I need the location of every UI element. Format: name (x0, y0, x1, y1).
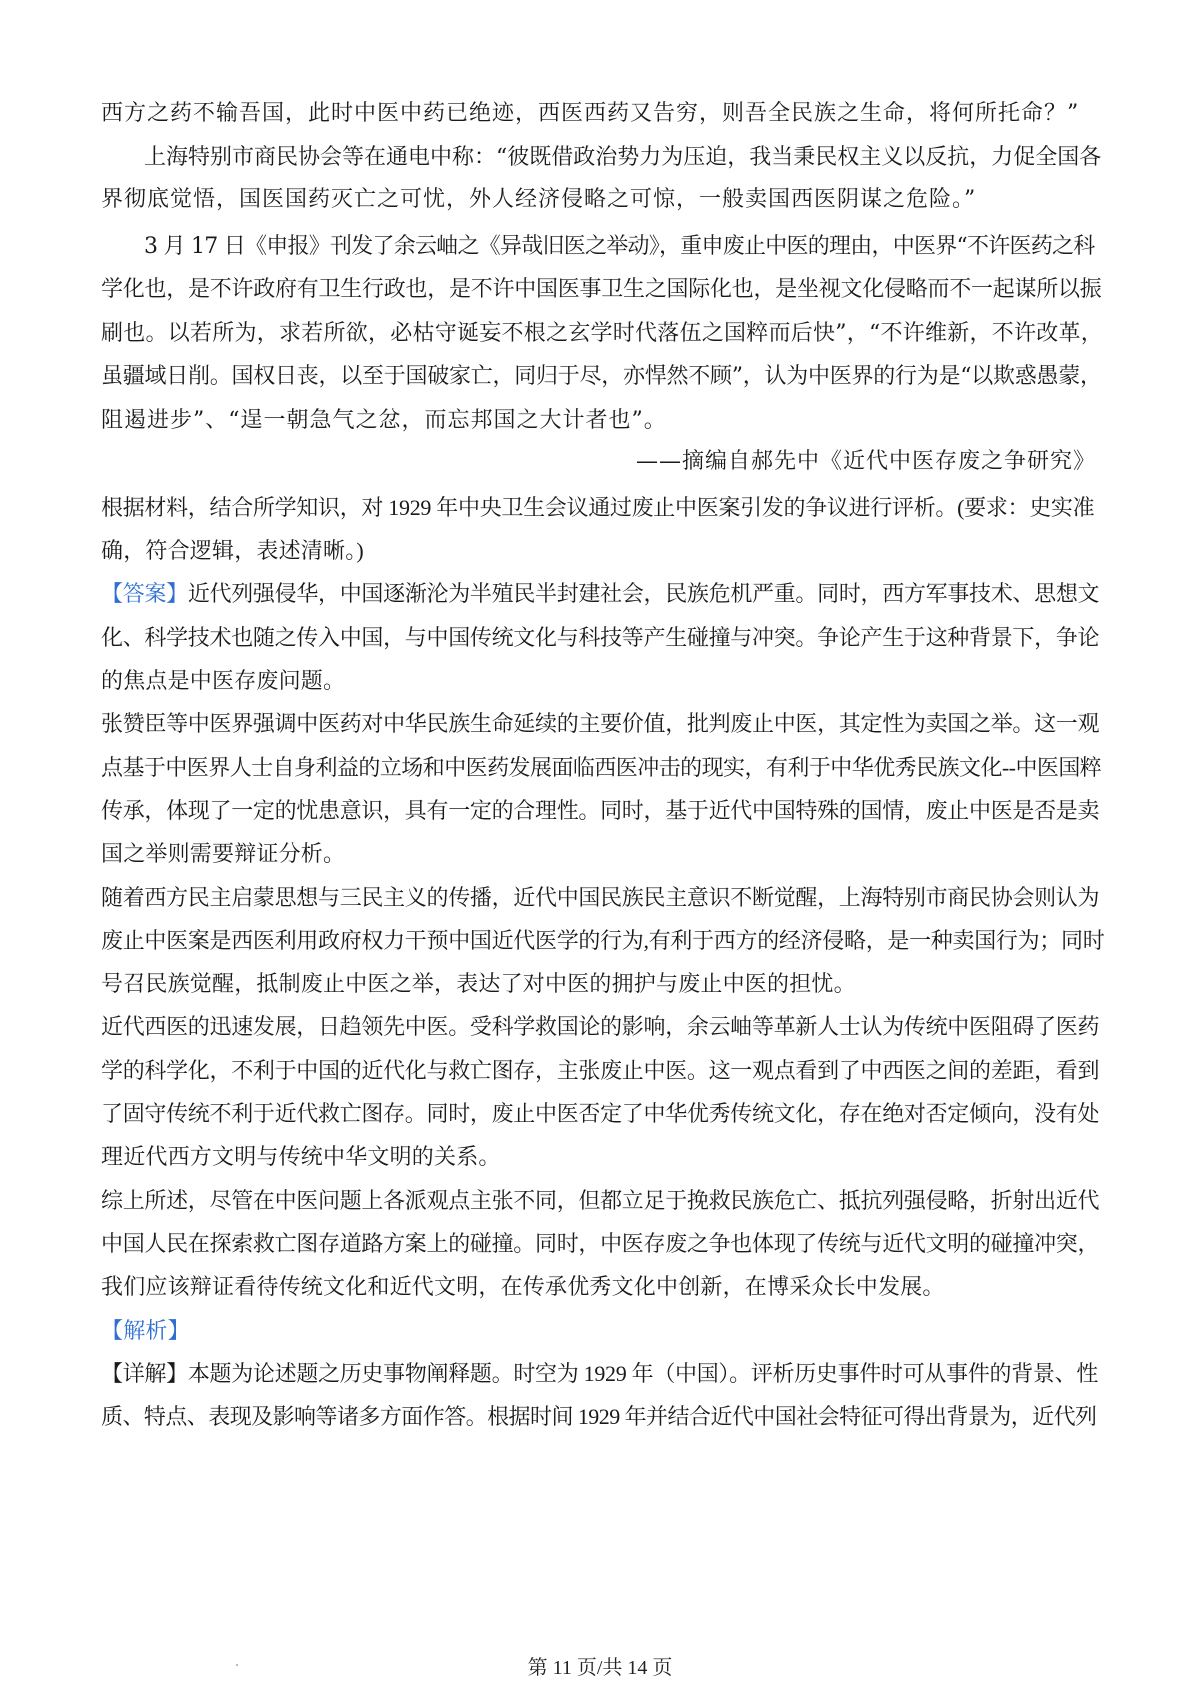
detail-tag: 【详解】 (101, 1361, 188, 1386)
answer-line: 点基于中医界人士自身利益的立场和中医药发展面临西医冲击的现实，有利于中华优秀民族文化--中医国粹 (101, 755, 1102, 780)
answer-line: 化、科学技术也随之传入中国，与中国传统文化与科技等产生碰撞与冲突。争论产生于这种背景下，争论 (101, 625, 1100, 650)
answer-line: 中国人民在探索救亡图存道路方案上的碰撞。同时，中医存废之争也体现了传统与近代文明的碰撞冲突， (101, 1231, 1100, 1256)
answer-line: 了固守传统不利于近代救亡图存。同时，废止中医否定了中华优秀传统文化，存在绝对否定倾向，没有处 (101, 1101, 1100, 1126)
answer-line: 张赞臣等中医界强调中医药对中华民族生命延续的主要价值，批判废止中医，其定性为卖国之举。这一观 (101, 711, 1100, 736)
quote-line: 西方之药不输吾国，此时中医中药已绝迹，西医西药又告穷，则吾全民族之生命，将何所托命？” (101, 101, 1080, 126)
question-line: 根据材料，结合所学知识，对 1929 年中央卫生会议通过废止中医案引发的争议进行评析。(要求：史实准 (101, 495, 1095, 520)
quote-line: 界彻底觉悟，国医国药灭亡之可忧，外人经济侵略之可惊，一般卖国西医阴谋之危险。” (101, 187, 977, 212)
answer-line: 随着西方民主启蒙思想与三民主义的传播，近代中国民族民主意识不断觉醒，上海特别市商民协会则认为 (101, 885, 1100, 910)
answer-line: 综上所述，尽管在中医问题上各派观点主张不同，但都立足于挽救民族危亡、抵抗列强侵略，折射出近代 (101, 1188, 1100, 1213)
quote-line: 刷也。以若所为，求若所欲，必枯守诞妄不根之玄学时代落伍之国粹而后快”，“不许维新，不许改革， (101, 321, 1103, 346)
answer-line: 我们应该辩证看待传统文化和近代文明，在传承优秀文化中创新，在博采众长中发展。 (101, 1274, 945, 1299)
answer-line: 废止中医案是西医利用政府权力干预中国近代医学的行为,有利于西方的经济侵略，是一种卖国行为；同时 (101, 928, 1105, 953)
quote-line: 阻遏进步”、“逞一朝急气之忿，而忘邦国之大计者也”。 (101, 408, 667, 433)
answer-line: 学的科学化，不利于中国的近代化与救亡图存，主张废止中医。这一观点看到了中西医之间的差距，看到 (101, 1058, 1100, 1083)
answer-line: 号召民族觉醒，抵制废止中医之举，表达了对中医的拥护与废止中医的担忧。 (101, 971, 856, 996)
answer-line (101, 577, 1099, 608)
answer-tag: 【答案】 (101, 581, 188, 606)
detail-line: 质、特点、表现及影响等诸多方面作答。根据时间 1929 年并结合近代中国社会特征可得出背景为，近代列 (101, 1404, 1097, 1429)
detail-line (101, 1357, 1098, 1388)
detail-text: 本题为论述题之历史事物阐释题。时空为 1929 年（中国）。评析历史事件时可从事件的背景、性 (187, 1361, 1099, 1386)
analysis-tag: 【解析】 (101, 1318, 190, 1343)
answer-line: 近代西医的迅速发展，日趋领先中医。受科学救国论的影响，余云岫等革新人士认为传统中医阻碍了医药 (101, 1014, 1100, 1039)
answer-line: 理近代西方文明与传统中华文明的关系。 (101, 1144, 501, 1169)
quote-line: 3 月 17 日《申报》刊发了余云岫之《异哉旧医之举动》，重申废止中医的理由，中医界“不许医药之科 (144, 234, 1095, 259)
question-line: 确，符合逻辑，表述清晰。) (101, 538, 364, 563)
quote-line: 虽疆域日削。国权日丧，以至于国破家亡，同归于尽，亦悍然不顾”，认为中医界的行为是“以欺惑愚蒙， (101, 364, 1102, 389)
answer-line: 传承，体现了一定的忧患意识，具有一定的合理性。同时，基于近代中国特殊的国情，废止中医是否是卖 (101, 798, 1100, 823)
answer-line: 国之举则需要辩证分析。 (101, 841, 346, 866)
quote-source: ——摘编自郝先中《近代中医存废之争研究》 (635, 449, 1096, 474)
answer-line: 的焦点是中医存废问题。 (101, 668, 346, 693)
page-footer: 第 11 页/共 14 页 (527, 1657, 673, 1679)
quote-line: 上海特别市商民协会等在通电中称：“彼既借政治势力为压迫，我当秉民权主义以反抗，力促全国各 (144, 145, 1102, 170)
answer-text: 近代列强侵华，中国逐渐沦为半殖民半封建社会，民族危机严重。同时，西方军事技术、思想文 (187, 581, 1100, 606)
quote-line: 学化也，是不许政府有卫生行政也，是不许中国医事卫生之国际化也，是坐视文化侵略而不一起谋所以振 (101, 277, 1102, 302)
